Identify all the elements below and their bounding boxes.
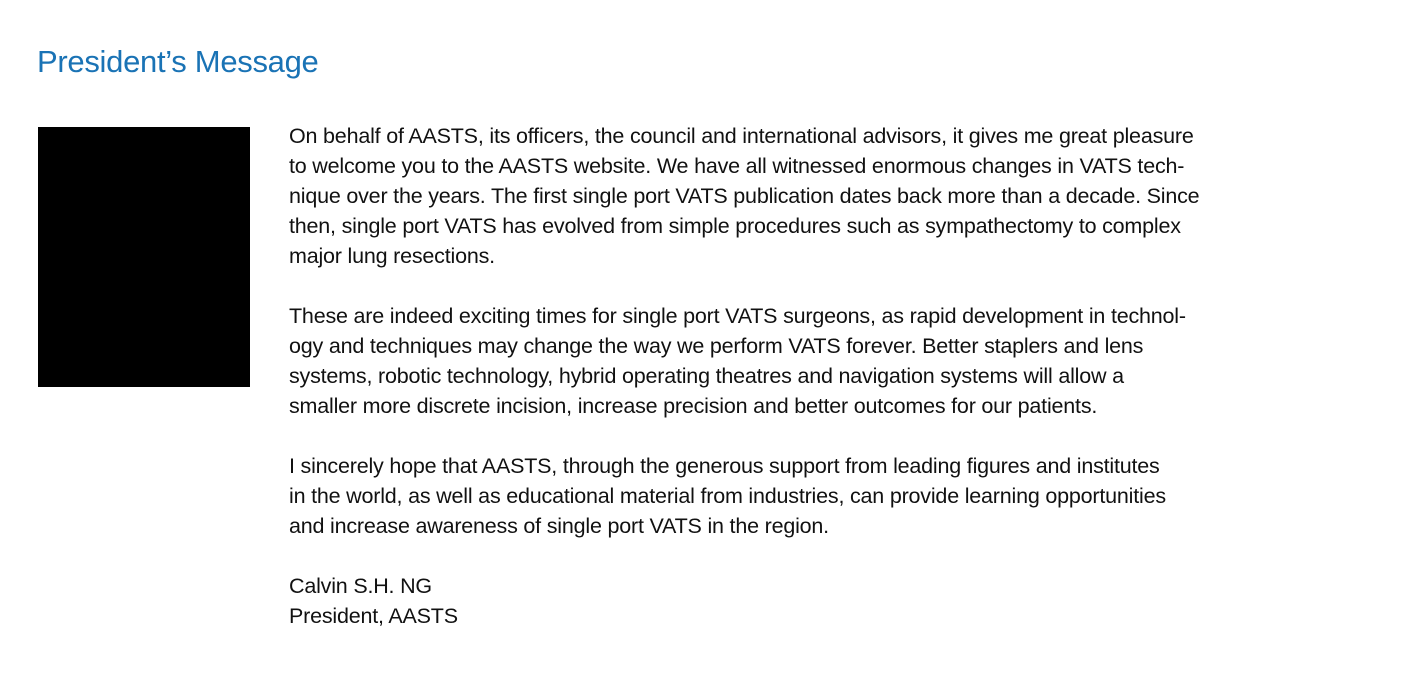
message-paragraph [289, 451, 1289, 541]
message-paragraph [289, 301, 1289, 421]
paragraph-line: systems, robotic technology, hybrid operating theatres and navigation systems will allow a [289, 364, 1124, 388]
paragraph-line: then, single port VATS has evolved from simple procedures such as sympathectomy to complex [289, 214, 1181, 238]
paragraph-line: to welcome you to the AASTS website. We have all witnessed enormous changes in VATS tech- [289, 154, 1185, 178]
paragraph-line: I sincerely hope that AASTS, through the generous support from leading figures and institutes [289, 454, 1160, 478]
paragraph-line: These are indeed exciting times for single port VATS surgeons, as rapid development in technol- [289, 304, 1186, 328]
paragraph-line: nique over the years. The first single port VATS publication dates back more than a decade. Since [289, 184, 1200, 208]
paragraph-line: in the world, as well as educational material from industries, can provide learning opportunities [289, 484, 1166, 508]
signature-name: Calvin S.H. NG [289, 574, 432, 598]
message-paragraph [289, 121, 1289, 271]
signature-role: President, AASTS [289, 604, 458, 628]
signature-block [289, 571, 1289, 631]
paragraph-line: On behalf of AASTS, its officers, the council and international advisors, it gives me great pleasure [289, 124, 1194, 148]
paragraph-line: ogy and techniques may change the way we perform VATS forever. Better staplers and lens [289, 334, 1144, 358]
president-portrait [38, 127, 250, 387]
paragraph-line: major lung resections. [289, 244, 495, 268]
paragraph-line: smaller more discrete incision, increase precision and better outcomes for our patients. [289, 394, 1098, 418]
page-title: President’s Message [37, 44, 319, 79]
message-body [289, 121, 1289, 631]
paragraph-line: and increase awareness of single port VATS in the region. [289, 514, 829, 538]
